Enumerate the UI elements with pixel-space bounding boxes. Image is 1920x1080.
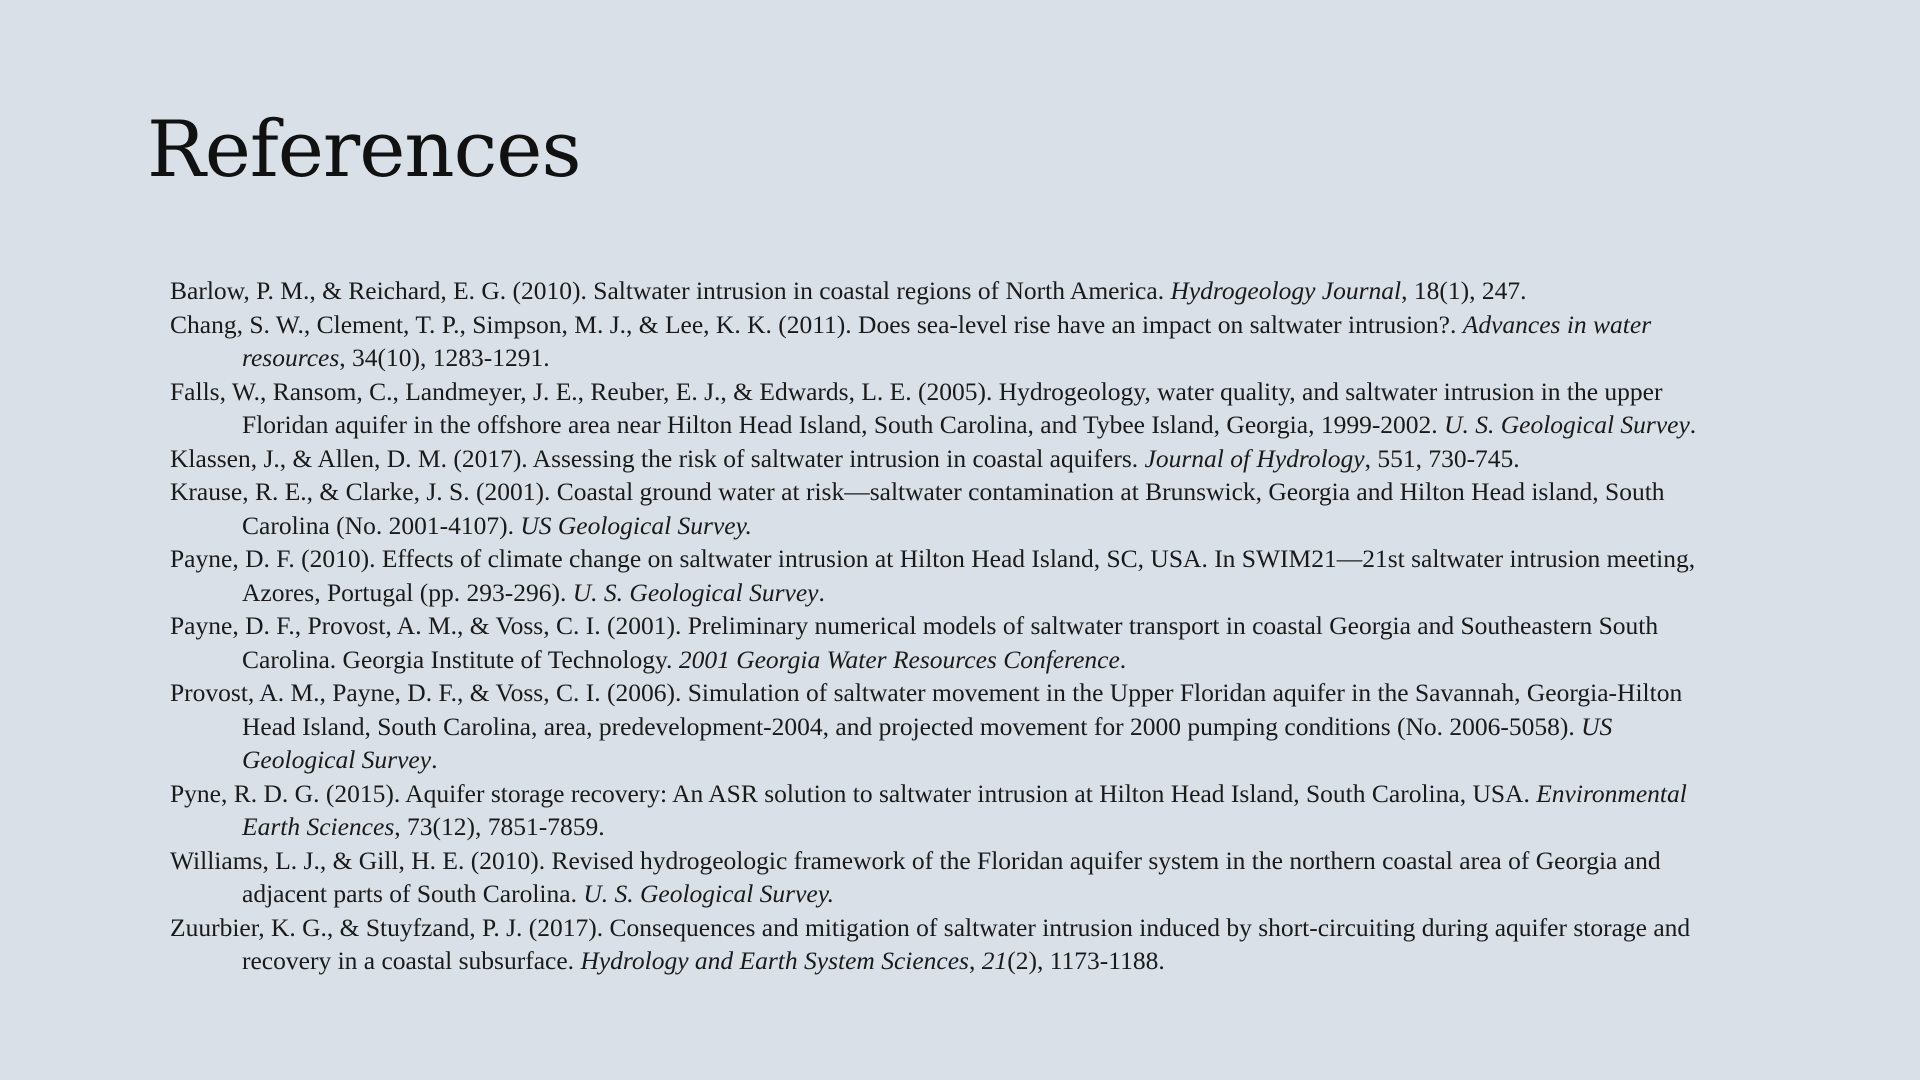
reference-text: Williams, L. J., & Gill, H. E. (2010). Revised hydrogeologic framework of the Floridan aquifer system in the northern coastal area of Georgia and adjacent parts of South Carolina.: [170, 845, 1661, 908]
reference-text: Chang, S. W., Clement, T. P., Simpson, M. J., & Lee, K. K. (2011). Does sea-level rise have an impact on saltwater intrusion?.: [170, 309, 1463, 339]
reference-text: Payne, D. F., Provost, A. M., & Voss, C. I. (2001). Preliminary numerical models of saltwater transport in coastal Georgia and Southeastern South Carolina. Georgia Institute of Technology.: [170, 611, 1659, 674]
reference-item: [170, 542, 1730, 609]
reference-details: , 34(10), 1283-1291.: [339, 343, 550, 372]
reference-item: [170, 475, 1730, 542]
reference-source: U. S. Geological Survey: [572, 577, 819, 607]
reference-details: , 18(1), 247.: [1401, 276, 1527, 305]
reference-text: Klassen, J., & Allen, D. M. (2017). Assessing the risk of saltwater intrusion in coastal aquifers.: [170, 443, 1145, 473]
reference-source: 2001 Georgia Water Resources Conference: [678, 644, 1120, 674]
reference-text: Provost, A. M., Payne, D. F., & Voss, C. I. (2006). Simulation of saltwater movement in the Upper Floridan aquifer in the Savannah, Georgia-Hilton Head Island, South Carolina, area, predevelopment-2004, and projected movement for 2000 pumping conditions (No. 2006-5058).: [170, 678, 1683, 741]
reference-volume: 21: [981, 946, 1008, 975]
reference-item: [170, 609, 1730, 676]
reference-source: U. S. Geological Survey: [1444, 410, 1690, 439]
reference-item: [170, 911, 1730, 978]
reference-text: Falls, W., Ransom, C., Landmeyer, J. E., Reuber, E. J., & Edwards, L. E. (2005). Hydrogeology, water quality, and saltwater intrusion in the upper Floridan aquifer in the offshore area near Hilton Head Island, South Carolina, and Tybee Island, Georgia, 1999-2002.: [170, 376, 1663, 439]
reference-details: .: [1689, 410, 1697, 439]
reference-text: Payne, D. F. (2010). Effects of climate change on saltwater intrusion at Hilton Head Island, SC, USA. In SWIM21—21st saltwater intrusion meeting, Azores, Portugal (pp. 293-296).: [170, 544, 1696, 607]
reference-separator: ,: [968, 946, 982, 975]
reference-item: [170, 777, 1730, 844]
reference-source: US Geological Survey.: [520, 510, 752, 540]
reference-details: , 551, 730-745.: [1364, 443, 1520, 473]
reference-source: Journal of Hydrology: [1144, 443, 1365, 473]
reference-item: [170, 274, 1730, 308]
reference-text: Pyne, R. D. G. (2015). Aquifer storage recovery: An ASR solution to saltwater intrusion at Hilton Head Island, South Carolina, USA.: [170, 778, 1537, 808]
reference-details: , 73(12), 7851-7859.: [394, 812, 605, 841]
reference-text: Krause, R. E., & Clarke, J. S. (2001). Coastal ground water at risk—saltwater contamination at Brunswick, Georgia and Hilton Head island, South Carolina (No. 2001-4107).: [170, 477, 1665, 540]
reference-item: [170, 676, 1730, 777]
reference-item: [170, 442, 1730, 476]
reference-text: Zuurbier, K. G., & Stuyfzand, P. J. (2017). Consequences and mitigation of saltwater intrusion induced by short-circuiting during aquifer storage and recovery in a coastal subsurface.: [170, 912, 1691, 975]
reference-details: .: [1119, 644, 1127, 674]
reference-item: [170, 844, 1730, 911]
reference-source: Advances in water resources: [242, 309, 1652, 372]
reference-source: Hydrology and Earth System Sciences: [580, 946, 969, 975]
reference-item: [170, 308, 1730, 375]
reference-source: U. S. Geological Survey.: [583, 879, 835, 908]
reference-details: .: [431, 745, 438, 774]
slide-title: References: [147, 105, 581, 195]
reference-item: [170, 375, 1730, 442]
reference-details: .: [818, 577, 825, 607]
reference-source: US Geological Survey: [242, 711, 1613, 774]
reference-source: Hydrogeology Journal: [1170, 276, 1402, 305]
reference-details: (2), 1173-1188.: [1007, 946, 1165, 975]
reference-source: Environmental Earth Sciences: [242, 778, 1687, 841]
reference-text: Barlow, P. M., & Reichard, E. G. (2010). Saltwater intrusion in coastal regions of North America.: [170, 276, 1171, 305]
reference-list: [170, 274, 1730, 978]
